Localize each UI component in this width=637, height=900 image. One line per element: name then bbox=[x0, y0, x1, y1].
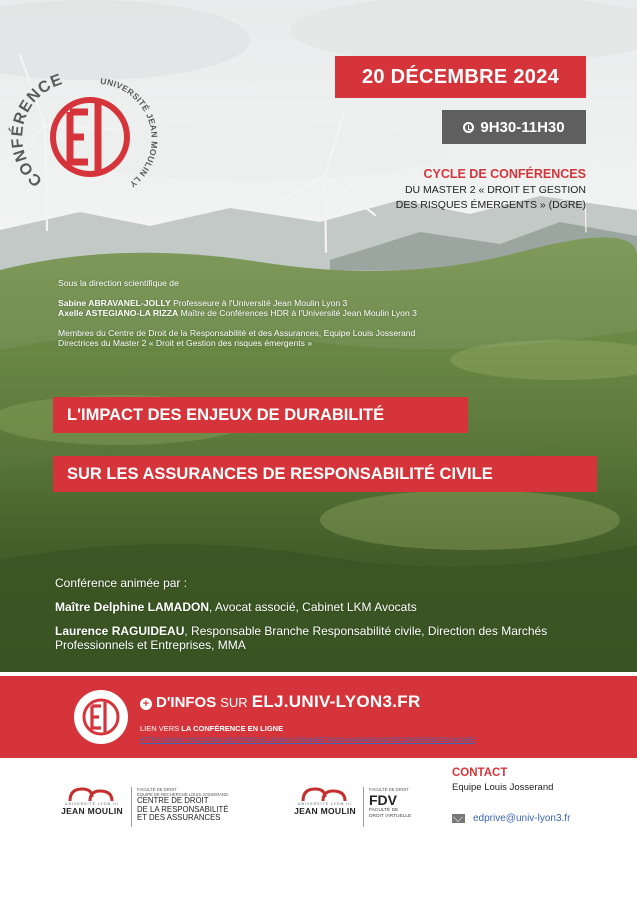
crdra-equipe: ÉQUIPE DE RECHERCHE LOUIS JOSSERAND bbox=[137, 792, 228, 797]
jean-moulin-name-2: JEAN MOULIN bbox=[294, 806, 356, 816]
direction-person-2 bbox=[58, 308, 417, 319]
info-band bbox=[0, 676, 637, 758]
website-link[interactable]: ELJ.UNIV-LYON3.FR bbox=[251, 692, 421, 711]
logo-university-text: UNIVERSITÉ JEAN MOULIN LY bbox=[99, 75, 160, 190]
direction-members: Membres du Centre de Droit de la Responsabilité et des Assurances, Equipe Louis Josserand bbox=[58, 327, 416, 338]
jean-moulin-logo-1 bbox=[60, 787, 124, 816]
speaker1-role: , Avocat associé, Cabinet LKM Avocats bbox=[209, 600, 417, 614]
title-line-1: L'IMPACT DES ENJEUX DE DURABILITÉ bbox=[53, 397, 468, 433]
date-banner: 20 DÉCEMBRE 2024 bbox=[335, 56, 586, 98]
crdra-line-2: DE LA RESPONSABILITÉ bbox=[137, 804, 229, 814]
direction-intro: Sous la direction scientifique de bbox=[58, 278, 179, 288]
universite-lyon-small: UNIVERSITÉ LYON III bbox=[64, 802, 120, 806]
person1-name: Sabine ABRAVANEL-JOLLY bbox=[58, 297, 171, 308]
crdra-line-3: ET DES ASSURANCES bbox=[137, 813, 221, 822]
plus-infos-text: D'INFOS bbox=[156, 694, 217, 711]
sur-text: SUR bbox=[220, 695, 248, 710]
fdv-sub-1: FACULTÉ DE bbox=[369, 808, 399, 813]
jean-moulin-name: JEAN MOULIN bbox=[61, 806, 123, 816]
speaker2-role: , Responsable Branche Responsabilité civile, Direction des Marchés bbox=[184, 624, 548, 638]
footer-divider-1 bbox=[131, 787, 132, 827]
mail-icon bbox=[452, 814, 465, 823]
logo-conference-text: CONFÉRENCE bbox=[9, 71, 66, 190]
crdra-logo bbox=[137, 787, 228, 823]
person1-role: Professeure à l'Université Jean Moulin Lyon 3 bbox=[173, 297, 348, 308]
time-text: 9H30-11H30 bbox=[480, 118, 565, 136]
time-banner bbox=[442, 110, 586, 144]
speaker2-name: Laurence RAGUIDEAU bbox=[55, 624, 185, 638]
online-conference-link[interactable]: HTTPS://UNIVLYON3.ZOOM.US/J/?PWD=ELJ3UNIVLYON3MEETINGID=9485469104837ECONFERENCE2024DGRE bbox=[140, 737, 476, 744]
jean-moulin-mark-icon bbox=[60, 787, 124, 803]
speakers-intro: Conférence animée par : bbox=[55, 576, 188, 590]
fdv-sub-2: DROIT VIRTUELLE bbox=[369, 813, 412, 819]
plus-icon: + bbox=[140, 698, 152, 710]
link-label-prefix: LIEN VERS bbox=[140, 724, 180, 733]
infos-line bbox=[140, 692, 421, 712]
band-conference-logo bbox=[72, 688, 130, 746]
jean-moulin-mark-icon bbox=[293, 787, 357, 803]
person2-role: Maître de Conférences HDR à l'Université Jean Moulin Lyon 3 bbox=[180, 308, 417, 318]
speaker2-role-line2: Professionnels et Entreprises, MMA bbox=[55, 638, 246, 652]
contact-title: CONTACT bbox=[452, 767, 508, 779]
speaker-1 bbox=[55, 600, 547, 614]
cycle-line-1: DU MASTER 2 « DROIT ET GESTION bbox=[404, 184, 586, 196]
speaker-2 bbox=[55, 624, 547, 638]
conference-logo bbox=[8, 62, 178, 212]
crdra-faculte: FACULTÉ DE DROIT bbox=[137, 787, 177, 792]
contact-email-row bbox=[452, 813, 570, 824]
fdv-logo bbox=[369, 787, 411, 819]
person2-name: Axelle ASTEGIANO-LA RIZZA bbox=[58, 308, 179, 318]
fdv-name: FDV bbox=[369, 792, 397, 808]
clock-icon bbox=[463, 122, 474, 133]
speaker1-name: Maître Delphine LAMADON bbox=[55, 600, 210, 614]
crdra-line-1: CENTRE DE DROIT bbox=[137, 796, 209, 805]
direction-person-1 bbox=[58, 298, 417, 309]
direction-directrices: Directrices du Master 2 « Droit et Gestion des risques émergents » bbox=[58, 338, 313, 348]
cycle-info bbox=[396, 167, 586, 213]
contact-team: Equipe Louis Josserand bbox=[452, 782, 554, 793]
contact-block bbox=[452, 767, 553, 793]
footer-divider-2 bbox=[363, 787, 364, 827]
cycle-title: CYCLE DE CONFÉRENCES bbox=[423, 167, 586, 181]
online-link-label bbox=[140, 724, 283, 733]
jean-moulin-logo-2 bbox=[293, 787, 357, 816]
speakers bbox=[55, 576, 547, 652]
title-line-2: SUR LES ASSURANCES DE RESPONSABILITÉ CIVILE bbox=[53, 456, 597, 492]
link-label-bold: LA CONFÉRENCE EN LIGNE bbox=[181, 724, 284, 733]
scientific-direction bbox=[58, 278, 417, 349]
universite-lyon-small-2: UNIVERSITÉ LYON III bbox=[297, 802, 353, 806]
fdv-faculte: FACULTÉ DE DROIT bbox=[369, 787, 409, 792]
cycle-line-2: DES RISQUES ÉMERGENTS » (DGRE) bbox=[395, 199, 586, 211]
contact-email-link[interactable]: edprive@univ-lyon3.fr bbox=[473, 813, 571, 824]
